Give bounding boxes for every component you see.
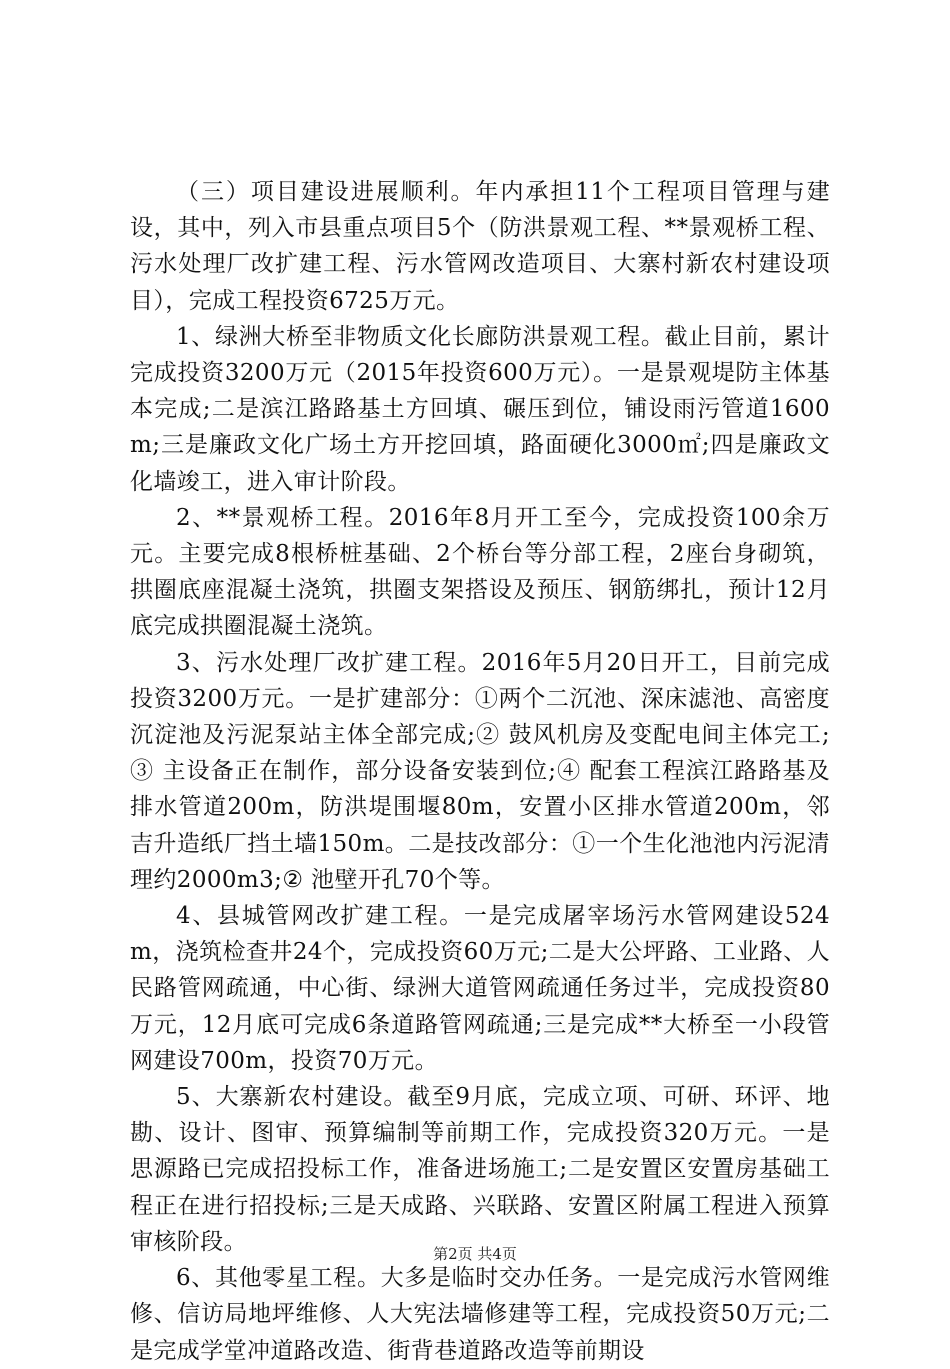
paragraph-project-progress: （三）项目建设进展顺利。年内承担11个工程项目管理与建设，其中，列入市县重点项目5个（防洪景观工程、**景观桥工程、污水处理厂改扩建工程、污水管网改造项目、大寨村新农村建设项目），完成工程投资6725万元。 [130,179,830,314]
paragraph-sewage-plant-project: 3、污水处理厂改扩建工程。2016年5月20日开工，目前完成投资3200万元。一是扩建部分：①两个二沉池、深床滤池、高密度沉淀池及污泥泵站主体全部完成;② 鼓风机房及变配电间主体完工;③ 主设备正在制作，部分设备安装到位;④ 配套工程滨江路路基及排水管道200m，防洪堤围堰80m，安置小区排水管道200m，邻吉升造纸厂挡土墙150m。二是技改部分：①一个生化池池内污泥清理约2000m3;② 池壁开孔70个等。 [130,649,830,893]
paragraph-pipe-network-project: 4、县城管网改扩建工程。一是完成屠宰场污水管网建设524m，浇筑检查井24个，完成投资60万元;二是大公坪路、工业路、人民路管网疏通，中心街、绿洲大道管网疏通任务过半，完成投资80万元，12月底可完成6条道路管网疏通;三是完成**大桥至一小段管网建设700m，投资70万元。 [130,903,830,1074]
paragraph-flood-landscape-project: 1、绿洲大桥至非物质文化长廊防洪景观工程。截止目前，累计完成投资3200万元（2015年投资600万元）。一是景观堤防主体基本完成;二是滨江路路基土方回填、碾压到位，铺设雨污管道1600m;三是廉政文化广场土方开挖回填，路面硬化3000㎡;四是廉政文化墙竣工，进入审计阶段。 [130,323,830,495]
page-footer: 第2页 共4页 [433,1245,517,1263]
document-body [130,174,830,1369]
paragraph-new-village-project: 5、大寨新农村建设。截至9月底，完成立项、可研、环评、地勘、设计、图审、预算编制等前期工作，完成投资320万元。一是思源路已完成招投标工作，准备进场施工;二是安置区安置房基础工程正在进行招投标;三是天成路、兴联路、安置区附属工程进入预算审核阶段。 [130,1084,830,1255]
paragraph-landscape-bridge-project: 2、**景观桥工程。2016年8月开工至今，完成投资100余万元。主要完成8根桥桩基础、2个桥台等分部工程，2座台身砌筑，拱圈底座混凝土浇筑，拱圈支架搭设及预压、钢筋绑扎，预计12月底完成拱圈混凝土浇筑。 [130,504,830,640]
paragraph-misc-projects: 6、其他零星工程。大多是临时交办任务。一是完成污水管网维修、信访局地坪维修、人大宪法墙修建等工程，完成投资50万元;二是完成学堂冲道路改造、街背巷道路改造等前期设 [130,1265,830,1364]
